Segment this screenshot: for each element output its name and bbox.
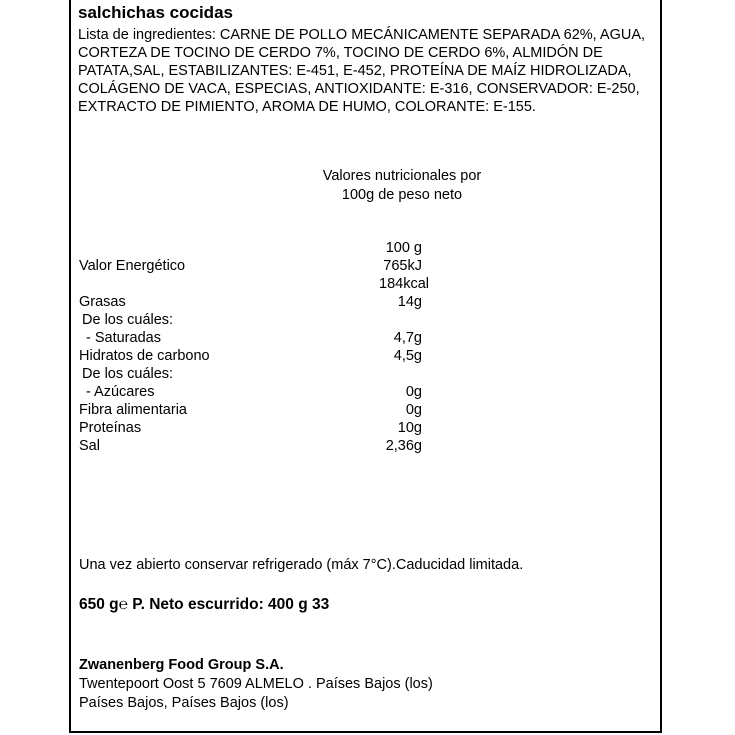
storage-instructions: Una vez abierto conservar refrigerado (máx 7°C).Caducidad limitada.	[79, 557, 524, 573]
nutrition-row-value: 184kcal	[379, 276, 429, 292]
nutrition-header-line1: Valores nutricionales por	[322, 168, 482, 184]
company-address-line2: Países Bajos, Países Bajos (los)	[79, 695, 289, 711]
nutrition-row-value: 4,7g	[393, 330, 422, 346]
net-weight: 650 g℮ P. Neto escurrido: 400 g 33	[79, 596, 330, 613]
nutrition-row-value: 14g	[397, 294, 422, 310]
nutrition-row-value: 0g	[405, 384, 422, 400]
ingredients-list: Lista de ingredientes: CARNE DE POLLO MECÁNICAMENTE SEPARADA 62%, AGUA, CORTEZA DE TOCINO DE CERDO 7%, TOCINO DE CERDO 6%, ALMIDÓN DE PATATA,SAL, ESTABILIZANTES: E-451, E-452, PROTEÍNA DE MAÍZ HIDROLIZADA, COLÁGENO DE VACA, ESPECIAS, ANTIOXIDANTE: E-316, CONSERVADOR: E-250, EXTRACTO DE PIMIENTO, AROMA DE HUMO, COLORANTE: E-155.	[78, 27, 646, 115]
nutrition-row-label: Valor Energético	[79, 258, 186, 274]
product-title: salchichas cocidas	[78, 3, 233, 22]
nutrition-row-value: 765kJ	[383, 258, 422, 274]
nutrition-row-label: De los cuáles:	[82, 366, 174, 382]
nutrition-row-label: Grasas	[79, 294, 126, 310]
nutrition-row-label: Fibra alimentaria	[79, 402, 187, 418]
nutrition-column-header: 100 g	[385, 240, 422, 256]
nutrition-row-label: - Saturadas	[86, 330, 161, 346]
nutrition-row-label: De los cuáles:	[82, 312, 174, 328]
nutrition-row-value: 0g	[405, 402, 422, 418]
nutrition-row-label: Hidratos de carbono	[79, 348, 210, 364]
nutrition-row-label: - Azúcares	[86, 384, 155, 400]
nutrition-row-label: Sal	[79, 438, 100, 454]
nutrition-header-line2: 100g de peso neto	[341, 187, 463, 203]
company-name: Zwanenberg Food Group S.A.	[79, 657, 284, 673]
nutrition-row-value: 10g	[397, 420, 422, 436]
company-address-line1: Twentepoort Oost 5 7609 ALMELO . Países Bajos (los)	[79, 676, 433, 692]
nutrition-row-label: Proteínas	[79, 420, 142, 436]
nutrition-row-value: 4,5g	[393, 348, 422, 364]
nutrition-row-value: 2,36g	[385, 438, 422, 454]
